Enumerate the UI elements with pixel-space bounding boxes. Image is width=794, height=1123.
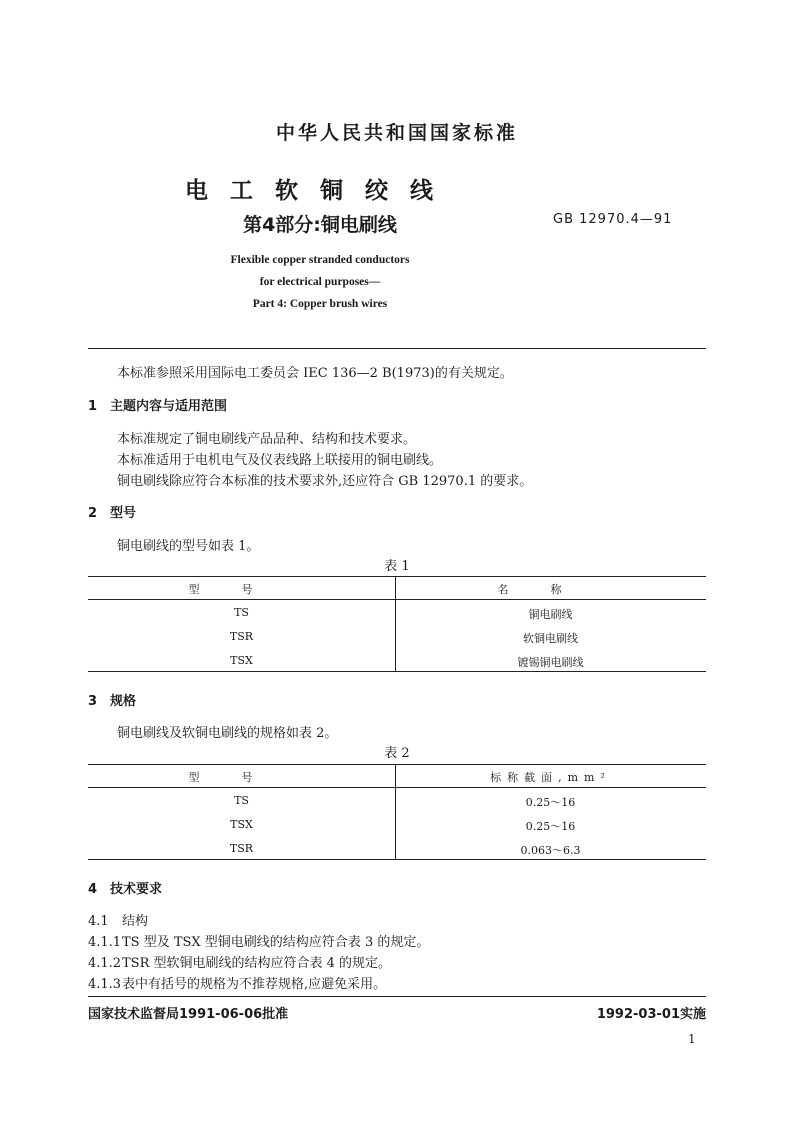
section-3-paragraph: 铜电刷线及软铜电刷线的规格如表 2。	[117, 726, 338, 741]
page-number: 1	[688, 1032, 696, 1046]
table-cell: TSX	[230, 654, 253, 667]
section-1-heading	[88, 395, 227, 414]
section-1-paragraph: 铜电刷线除应符合本标准的技术要求外,还应符合 GB 12970.1 的要求。	[117, 474, 533, 489]
table-cell: TSX	[230, 818, 253, 831]
table-cell: TSR	[229, 842, 254, 855]
table-cell: TS	[234, 794, 249, 807]
section-title: 型号	[110, 506, 137, 521]
table-top-rule	[88, 576, 706, 577]
footer-divider	[88, 996, 706, 997]
clause-text: 结构	[122, 914, 149, 929]
section-title: 规格	[110, 694, 137, 709]
clause-text: TSR 型软铜电刷线的结构应符合表 4 的规定。	[122, 956, 392, 971]
clause	[88, 952, 391, 971]
implementation-date: 1992-03-01实施	[596, 1007, 706, 1022]
section-1-paragraph: 本标准适用于电机电气及仪表线路上联接用的铜电刷线。	[117, 453, 443, 468]
table-cell: 镀锡铜电刷线	[517, 656, 584, 669]
table-cell: TSR	[229, 630, 254, 643]
table-header-cell: 标称截面,mm²	[490, 771, 611, 784]
clause	[88, 973, 386, 992]
clause-number: 4.1.3	[88, 977, 122, 992]
clause-number: 4.1	[88, 914, 109, 929]
clause-number: 4.1.2	[88, 956, 122, 971]
table-header-rule	[88, 599, 706, 600]
section-title: 主题内容与适用范围	[110, 399, 228, 414]
table-header-cell: 型号	[188, 771, 295, 784]
clause	[88, 931, 429, 950]
header-divider	[88, 348, 706, 349]
table-1-caption: 表 1	[384, 559, 410, 574]
section-2-paragraph: 铜电刷线的型号如表 1。	[117, 539, 260, 554]
national-standard-heading: 中华人民共和国国家标准	[275, 122, 518, 144]
table-header-cell: 型号	[188, 583, 295, 596]
section-number: 1	[88, 399, 98, 414]
clause-number: 4.1.1	[88, 935, 122, 950]
clause	[88, 910, 148, 929]
section-2-heading	[88, 502, 136, 521]
approval-statement: 国家技术监督局1991-06-06批准	[88, 1007, 289, 1022]
document-title: 电工软铜绞线	[185, 178, 455, 204]
section-1-paragraph: 本标准规定了铜电刷线产品品种、结构和技术要求。	[117, 432, 417, 447]
standard-code: GB 12970.4—91	[553, 212, 673, 227]
table-bottom-rule	[88, 859, 706, 860]
document-subtitle: 第4部分:铜电刷线	[243, 214, 397, 236]
table-header-cell: 名称	[497, 583, 604, 596]
section-number: 3	[88, 694, 98, 709]
table-cell: 铜电刷线	[528, 608, 573, 621]
table-bottom-rule	[88, 671, 706, 672]
english-title-line-2: for electrical purposes—	[259, 276, 381, 288]
section-number: 4	[88, 882, 98, 897]
table-cell: 0.063～6.3	[520, 844, 581, 857]
table-2	[88, 764, 706, 860]
clause-text: TS 型及 TSX 型铜电刷线的结构应符合表 3 的规定。	[122, 935, 430, 950]
table-top-rule	[88, 764, 706, 765]
section-3-heading	[88, 690, 136, 709]
section-4-heading	[88, 878, 162, 897]
table-cell: 0.25～16	[525, 796, 576, 809]
preface-text: 本标准参照采用国际电工委员会 IEC 136—2 B(1973)的有关规定。	[117, 366, 513, 381]
table-2-caption: 表 2	[384, 746, 410, 761]
english-title-line-1: Flexible copper stranded conductors	[230, 254, 410, 266]
section-title: 技术要求	[110, 882, 163, 897]
table-header-rule	[88, 787, 706, 788]
english-title-line-3: Part 4: Copper brush wires	[252, 298, 388, 310]
clause-text: 表中有括号的规格为不推荐规格,应避免采用。	[122, 977, 387, 992]
table-cell: 软铜电刷线	[523, 632, 578, 645]
table-1	[88, 576, 706, 672]
table-cell: TS	[234, 606, 249, 619]
table-cell: 0.25～16	[525, 820, 576, 833]
section-number: 2	[88, 506, 98, 521]
